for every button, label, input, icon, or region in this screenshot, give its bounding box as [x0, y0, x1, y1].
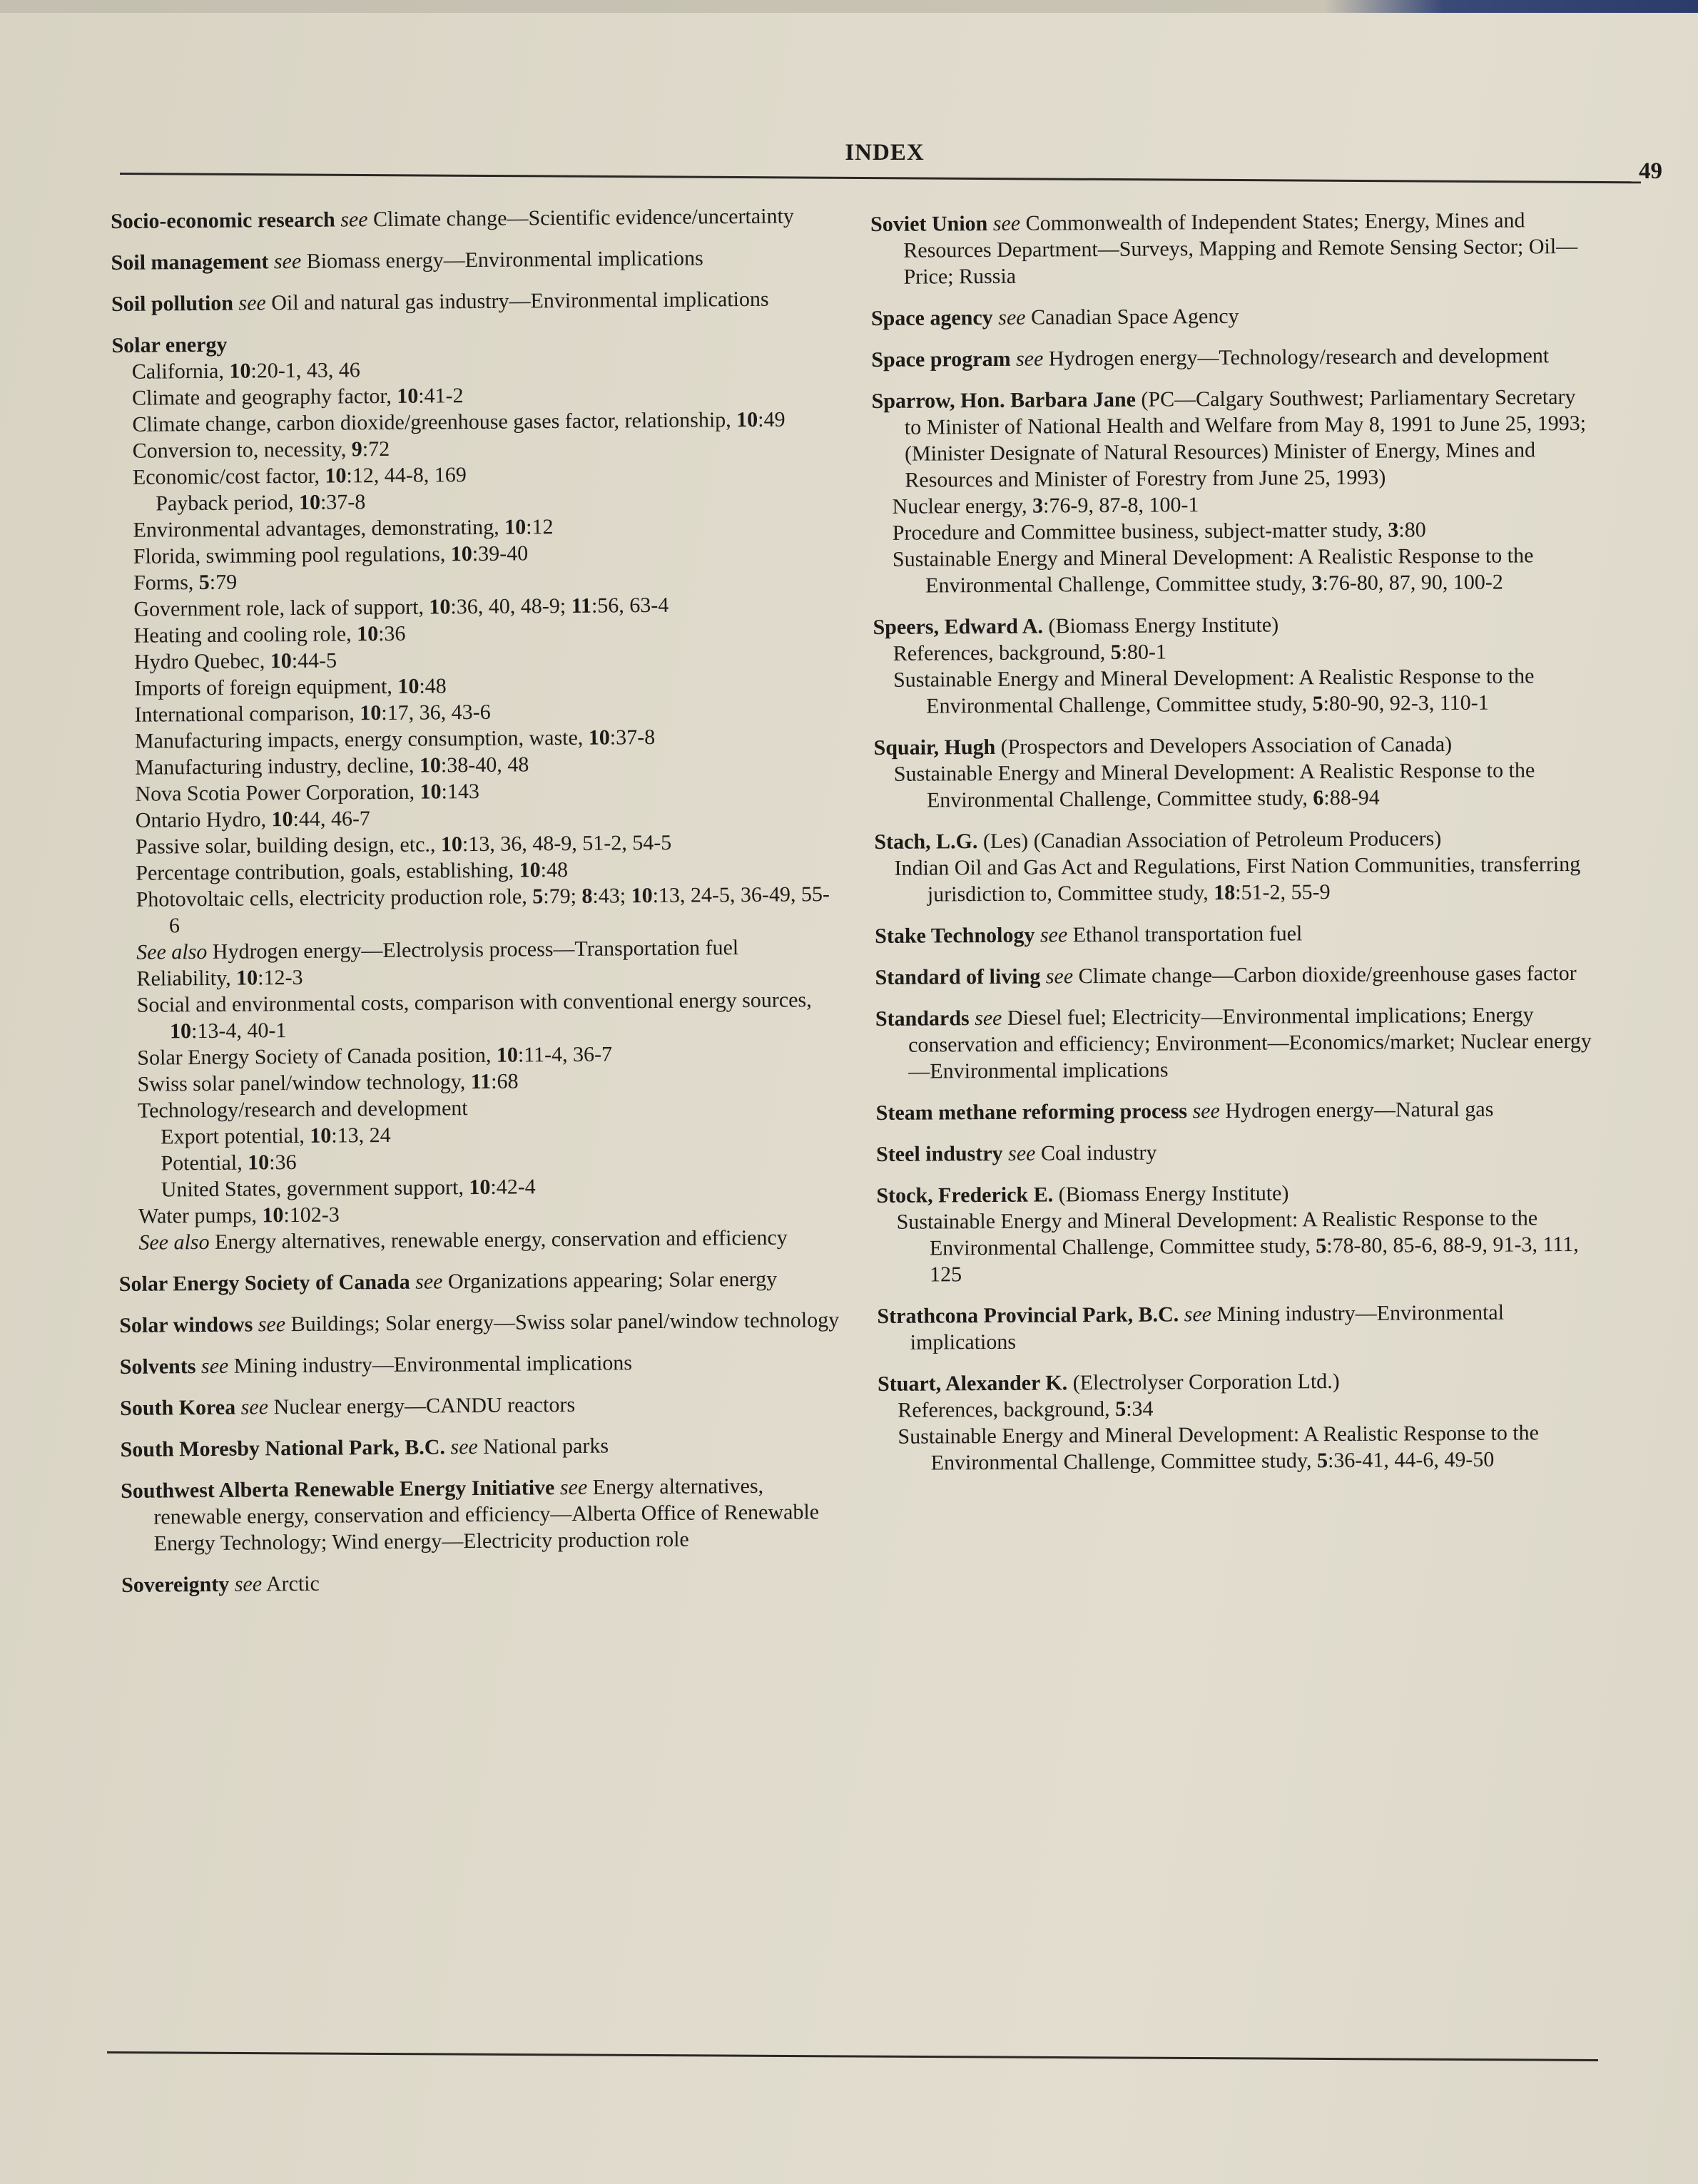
page-references: :44-5 [291, 648, 337, 673]
issue-number: 10 [229, 359, 251, 383]
page-references: :37-8 [320, 490, 366, 514]
subentry-text: Imports of foreign equipment, [134, 674, 398, 700]
index-heading: Solar Energy Society of Canada [118, 1270, 410, 1296]
subentry-text: Sustainable Energy and Mineral Development: A Realistic Response to the Environmental Challenge, Committee study, [893, 664, 1535, 718]
issue-number: 8 [581, 884, 593, 908]
index-entry [877, 1299, 1597, 1356]
index-heading-line [873, 730, 1594, 761]
issue-number: 10 [397, 674, 420, 698]
page-references: :12 [526, 515, 554, 539]
issue-number: 10 [519, 858, 541, 882]
page-references: :48 [419, 674, 447, 698]
index-subentry [893, 636, 1594, 667]
page-references: :38-40, 48 [440, 752, 529, 777]
index-entry [119, 1307, 840, 1339]
index-subentry [893, 663, 1594, 720]
see-also-label: See also [138, 1230, 210, 1255]
index-heading-detail: Ethanol transportation fuel [1067, 922, 1303, 947]
index-heading: Solvents [119, 1354, 196, 1379]
subentry-text: Government role, lack of support, [133, 595, 429, 621]
issue-number: 5 [532, 884, 544, 909]
subentry-text: International comparison, [134, 701, 360, 727]
issue-number: 10 [356, 622, 379, 646]
page-references: :80-90, 92-3, 110-1 [1323, 690, 1489, 716]
page-references: :20-1, 43, 46 [250, 358, 360, 383]
index-subentry [132, 406, 833, 438]
subentry-text: Climate and geography factor, [131, 384, 397, 410]
index-subentry [897, 1205, 1598, 1288]
index-heading-line [111, 203, 831, 235]
see-reference-word: see [450, 1435, 478, 1459]
page-references: :72 [362, 437, 390, 461]
index-entry [111, 244, 831, 276]
index-heading-line [121, 1566, 842, 1598]
see-reference-word: see [234, 1572, 263, 1596]
index-heading-detail: Hydrogen energy—Natural gas [1219, 1097, 1494, 1123]
index-entry [876, 1096, 1597, 1126]
page-references: :17, 36, 43-6 [381, 700, 491, 725]
issue-number: 10 [169, 1019, 192, 1043]
subentry-text: Manufacturing impacts, energy consumption, waste, [134, 725, 589, 753]
see-reference-word: see [273, 249, 302, 274]
issue-number: 10 [588, 725, 610, 750]
issue-number: 11 [470, 1069, 492, 1094]
index-heading: South Korea [120, 1395, 236, 1420]
page-title: INDEX [845, 140, 925, 165]
index-entry [111, 327, 839, 1256]
issue-number: 10 [496, 1043, 519, 1067]
subentry-text: Export potential, [161, 1123, 310, 1149]
page-references: :34 [1126, 1397, 1154, 1421]
subentry-text: Water pumps, [138, 1203, 263, 1228]
index-heading: Standards [875, 1006, 970, 1031]
issue-number: 10 [298, 490, 321, 514]
subentry-text: Indian Oil and Gas Act and Regulations, First Nation Communities, transferring jurisdiction to, Committee study, [894, 852, 1581, 907]
issue-number: 3 [1388, 518, 1399, 542]
issue-number: 10 [360, 701, 382, 725]
page-references: :43; [592, 884, 631, 908]
index-heading: Stake Technology [875, 923, 1035, 948]
issue-number: 5 [1312, 692, 1323, 716]
index-heading: Socio-economic research [111, 208, 335, 233]
subentry-text: Procedure and Committee business, subject-matter study, [892, 518, 1388, 545]
index-heading: Steam methane reforming process [875, 1099, 1188, 1125]
see-reference-word: see [1007, 1141, 1036, 1165]
subentry-text: Energy alternatives, renewable energy, conservation and efficiency [209, 1225, 788, 1254]
index-heading: Steel industry [875, 1141, 1003, 1166]
subentry-text: References, background, [893, 640, 1111, 665]
index-entry [120, 1348, 840, 1380]
index-heading-line [878, 1367, 1598, 1397]
subentry-text: Swiss solar panel/window technology, [137, 1070, 471, 1096]
issue-number: 10 [236, 966, 258, 990]
see-reference-word: see [1015, 347, 1044, 371]
issue-number: 9 [351, 437, 362, 461]
subentry-text: California, [131, 359, 230, 384]
issue-number: 5 [1115, 1397, 1127, 1421]
issue-number: 3 [1032, 494, 1044, 518]
issue-number: 6 [1313, 786, 1324, 810]
index-heading-line [876, 1178, 1597, 1209]
index-heading-detail: Buildings; Solar energy—Swiss solar panel/window technology [285, 1308, 840, 1337]
issue-number: 10 [631, 884, 653, 908]
index-heading: Solar energy [111, 332, 228, 357]
subentry-text: Payback period, [156, 490, 300, 516]
subentry-text: United States, government support, [161, 1175, 469, 1202]
page-references: :12, 44-8, 169 [346, 463, 467, 488]
index-heading-detail: (PC—Calgary Southwest; Parliamentary Secretary to Minister of National Health and Welfare from May 8, 1991 to June 25, 1993; (Minister Designate of Natural Resources) Minister of Energy, Mines and Resources and Minister of Forestry from June 25, 1993) [904, 384, 1587, 492]
see-also-line [138, 1224, 839, 1256]
index-heading-line [871, 342, 1592, 373]
page-references: :37-8 [609, 725, 656, 750]
index-heading-detail: Biomass energy—Environmental implications [301, 246, 703, 273]
page-references: :13-4, 40-1 [190, 1019, 287, 1043]
see-reference-word: see [240, 1395, 269, 1419]
index-heading-detail: Coal industry [1035, 1141, 1157, 1165]
see-reference-word: see [1184, 1302, 1212, 1327]
index-heading-line [875, 919, 1595, 949]
index-entry [119, 1265, 840, 1297]
index-heading-line [111, 244, 831, 276]
subentry-text: Nova Scotia Power Corporation, [135, 780, 420, 806]
index-subentry [898, 1419, 1598, 1476]
page-references: :56, 63-4 [591, 593, 669, 618]
index-entry [121, 1566, 842, 1598]
index-entry [876, 1137, 1597, 1168]
issue-number: 10 [736, 407, 758, 432]
issue-number: 5 [1316, 1234, 1327, 1258]
index-heading: Soil pollution [111, 291, 234, 316]
subentry-text: Potential, [161, 1150, 248, 1175]
subentry-text: References, background, [898, 1397, 1116, 1422]
index-heading-line [876, 1096, 1597, 1126]
index-heading-line [871, 301, 1592, 332]
index-heading-line [875, 1001, 1597, 1085]
subentry-text: Technology/research and development [137, 1096, 468, 1123]
index-heading: South Moresby National Park, B.C. [120, 1435, 446, 1461]
index-heading-line [876, 1137, 1597, 1168]
subentry-text: Sustainable Energy and Mineral Development: A Realistic Response to the Environmental Challenge, Committee study, [892, 544, 1534, 598]
index-heading-line [873, 610, 1593, 641]
index-entry [873, 730, 1595, 814]
subentry-text: Ontario Hydro, [135, 807, 272, 832]
index-heading: Sovereignty [121, 1572, 230, 1597]
index-heading-detail: (Biomass Energy Institute) [1042, 613, 1279, 638]
index-heading: Standard of living [875, 964, 1041, 989]
subentry-text: Social and environmental costs, comparison with conventional energy sources, [136, 988, 812, 1017]
index-heading-detail: Climate change—Carbon dioxide/greenhouse gases factor [1073, 961, 1577, 989]
index-entry [874, 825, 1595, 908]
page-references: :79; [543, 884, 582, 909]
see-reference-word: see [559, 1475, 588, 1500]
issue-number: 10 [325, 464, 347, 488]
index-heading: Soil management [111, 250, 269, 275]
subentry-text: Climate change, carbon dioxide/greenhouse gases factor, relationship, [132, 408, 737, 437]
see-reference-word: see [340, 208, 368, 232]
page-references: :11-4, 36-7 [517, 1042, 613, 1067]
see-reference-word: see [992, 211, 1021, 235]
subentry-text: Economic/cost factor, [132, 464, 325, 489]
index-heading: Stock, Frederick E. [876, 1183, 1054, 1208]
see-reference-word: see [415, 1270, 443, 1294]
index-entry [120, 1389, 840, 1422]
index-heading-line [111, 285, 832, 317]
index-subentry [893, 542, 1593, 599]
index-heading-line [119, 1307, 840, 1339]
index-heading-line [877, 1299, 1597, 1356]
index-heading: Sparrow, Hon. Barbara Jane [871, 387, 1137, 413]
index-heading-detail: National parks [477, 1434, 609, 1459]
index-entry [873, 610, 1594, 720]
page-references: :88-94 [1323, 785, 1380, 810]
subentry-text: Sustainable Energy and Mineral Development: A Realistic Response to the Environmental Challenge, Committee study, [898, 1421, 1540, 1475]
index-heading-detail: Mining industry—Environmental implications [228, 1351, 633, 1378]
issue-number: 10 [397, 384, 419, 408]
index-heading-line [874, 825, 1595, 855]
issue-number: 10 [440, 832, 463, 857]
subentry-text: Sustainable Energy and Mineral Development: A Realistic Response to the Environmental Challenge, Committee study, [896, 1206, 1538, 1260]
page-references: :76-80, 87, 90, 100-2 [1322, 570, 1503, 596]
index-heading-line [875, 960, 1595, 991]
issue-number: 10 [504, 515, 527, 539]
index-heading: Soviet Union [870, 211, 988, 236]
page-references: :51-2, 55-9 [1235, 880, 1331, 904]
index-entry [875, 1001, 1597, 1085]
page-references: :44, 46-7 [293, 807, 370, 832]
index-heading: Stach, L.G. [874, 830, 978, 854]
issue-number: 5 [1316, 1449, 1328, 1473]
index-entry [875, 919, 1595, 949]
subentry-text: Sustainable Energy and Mineral Development: A Realistic Response to the Environmental Challenge, Committee study, [893, 758, 1535, 812]
index-entry [875, 960, 1595, 991]
index-entry [871, 342, 1592, 373]
subentry-text: Manufacturing industry, decline, [135, 753, 420, 780]
subentry-text: Percentage contribution, goals, establishing, [136, 858, 519, 885]
index-heading-line [120, 1389, 840, 1422]
see-reference-word: see [258, 1312, 286, 1337]
index-heading-detail: Climate change—Scientific evidence/uncertainty [367, 204, 794, 232]
index-subentry [137, 986, 838, 1045]
index-entry [121, 1431, 841, 1463]
index-heading-detail: Nuclear energy—CANDU reactors [268, 1392, 576, 1419]
index-subentry [892, 489, 1592, 520]
index-heading-line [121, 1472, 842, 1557]
see-also-label: See also [136, 939, 208, 964]
subentry-text: Forms, [133, 571, 199, 595]
index-heading: Squair, Hugh [873, 735, 996, 760]
page-references: :78-80, 85-6, 88-9, 91-3, 111, 125 [930, 1232, 1579, 1287]
index-heading-detail: (Biomass Energy Institute) [1053, 1181, 1289, 1207]
issue-number: 10 [262, 1203, 284, 1228]
page-references: :36 [377, 621, 406, 646]
see-reference-word: see [1192, 1099, 1220, 1123]
issue-number: 10 [248, 1150, 270, 1175]
page-references: :76-9, 87-8, 100-1 [1043, 493, 1199, 518]
page-references: :48 [540, 857, 569, 882]
index-heading-line [120, 1348, 840, 1380]
index-entry [111, 203, 831, 235]
issue-number: 11 [571, 593, 592, 618]
index-heading-line [121, 1431, 841, 1463]
index-heading: Space program [871, 347, 1011, 372]
subentry-text: Passive solar, building design, etc., [135, 832, 442, 859]
subentry-text: Reliability, [136, 966, 237, 991]
see-also-line [136, 934, 837, 966]
index-heading: Space agency [870, 305, 993, 330]
page-references: :102-3 [283, 1203, 340, 1228]
index-subentry [136, 881, 837, 939]
index-heading-line [119, 1265, 840, 1297]
index-heading-detail: Organizations appearing; Solar energy [442, 1267, 778, 1294]
index-heading-detail: Commonwealth of Independent States; Energy, Mines and Resources Department—Surveys, Mapping and Remote Sensing Sector; Oil—Price; Russia [903, 208, 1578, 289]
index-heading-detail: (Prospectors and Developers Association of Canada) [995, 733, 1453, 759]
page-references: :41-2 [418, 384, 464, 408]
index-heading-detail: Oil and natural gas industry—Environmental implications [265, 287, 769, 315]
issue-number: 10 [419, 753, 442, 777]
index-heading-line [872, 384, 1593, 494]
see-reference-word: see [975, 1006, 1002, 1031]
page-references: :13, 24 [331, 1123, 391, 1148]
index-heading: Strathcona Provincial Park, B.C. [877, 1302, 1179, 1328]
index-heading-detail: (Electrolyser Corporation Ltd.) [1067, 1369, 1340, 1395]
subentry-text: Nuclear energy, [892, 494, 1033, 519]
index-entry [121, 1472, 842, 1557]
index-subentry [898, 1393, 1598, 1424]
issue-number: 10 [429, 595, 451, 619]
page-references: :80-1 [1121, 640, 1167, 664]
index-heading: Solar windows [119, 1312, 253, 1337]
index-heading: Speers, Edward A. [873, 614, 1044, 639]
page-number: 49 [1639, 158, 1662, 184]
subentry-text: Conversion to, necessity, [132, 437, 352, 463]
index-entry [870, 207, 1592, 290]
index-subentry [893, 516, 1593, 546]
subentry-text: Photovoltaic cells, electricity production role, [136, 884, 533, 912]
see-reference-word: see [1045, 964, 1074, 989]
page-references: :13, 36, 48-9, 51-2, 54-5 [462, 830, 672, 857]
subentry-text: Hydro Quebec, [133, 649, 270, 674]
issue-number: 5 [198, 570, 210, 595]
issue-number: 10 [469, 1175, 491, 1200]
index-heading: Stuart, Alexander K. [877, 1371, 1068, 1396]
index-heading-detail: Diesel fuel; Electricity—Environmental implications; Energy conservation and efficiency; Environment—Economics/market; Nuclear energy—Environmental implications [908, 1003, 1592, 1083]
issue-number: 10 [310, 1123, 332, 1148]
index-entry [872, 384, 1594, 599]
page-references: :36 [269, 1150, 297, 1175]
index-entry [871, 301, 1592, 332]
issue-number: 10 [450, 542, 472, 566]
issue-number: 5 [1110, 640, 1122, 664]
left-index-column [111, 203, 842, 1613]
page-references: :36-41, 44-6, 49-50 [1327, 1447, 1495, 1473]
index-entry [876, 1178, 1597, 1288]
right-index-column [870, 207, 1599, 1491]
page-references: :79 [209, 570, 238, 594]
index-heading-detail: Energy alternatives, renewable energy, conservation and efficiency—Alberta Office of Renewable Energy Technology; Wind energy—Electricity production role [153, 1474, 820, 1556]
subentry-text: Environmental advantages, demonstrating, [133, 515, 505, 542]
index-heading: Southwest Alberta Renewable Energy Initiative [120, 1476, 555, 1503]
see-reference-word: see [200, 1354, 229, 1379]
see-reference-word: see [1039, 923, 1068, 947]
page-references: :80 [1398, 518, 1426, 542]
page-references: :49 [758, 407, 786, 432]
index-heading-detail: Hydrogen energy—Technology/research and development [1043, 344, 1550, 371]
index-heading-line [870, 207, 1592, 290]
subentry-text: Heating and cooling role, [133, 622, 357, 648]
index-heading-detail: Arctic [261, 1571, 320, 1596]
issue-number: 10 [420, 780, 442, 804]
subentry-text: Solar Energy Society of Canada position, [137, 1043, 497, 1070]
page-references: :13, 24-5, 36-49, 55-6 [168, 882, 830, 938]
subentry-text: Florida, swimming pool regulations, [133, 542, 451, 568]
page-references: :68 [491, 1069, 519, 1093]
see-reference-word: see [998, 305, 1026, 330]
page-references: :42-4 [490, 1175, 536, 1199]
page-references: :39-40 [472, 541, 529, 566]
issue-number: 10 [271, 807, 293, 832]
issue-number: 10 [270, 649, 292, 673]
index-entry [878, 1367, 1599, 1476]
see-reference-word: see [238, 291, 266, 315]
page-references: :36, 40, 48-9; [450, 593, 571, 619]
page-references: :12-3 [258, 965, 303, 990]
page-references: :143 [441, 779, 480, 804]
index-entry [111, 285, 832, 317]
issue-number: 3 [1311, 571, 1323, 596]
index-heading-detail: (Les) (Canadian Association of Petroleum Producers) [977, 827, 1442, 854]
index-heading-detail: Mining industry—Environmental implications [910, 1300, 1505, 1354]
subentry-text: Hydrogen energy—Electrolysis process—Transportation fuel [207, 936, 739, 964]
index-subentry [895, 851, 1595, 908]
index-heading-detail: Canadian Space Agency [1025, 304, 1239, 330]
index-subentry [894, 757, 1595, 814]
issue-number: 18 [1214, 880, 1236, 905]
